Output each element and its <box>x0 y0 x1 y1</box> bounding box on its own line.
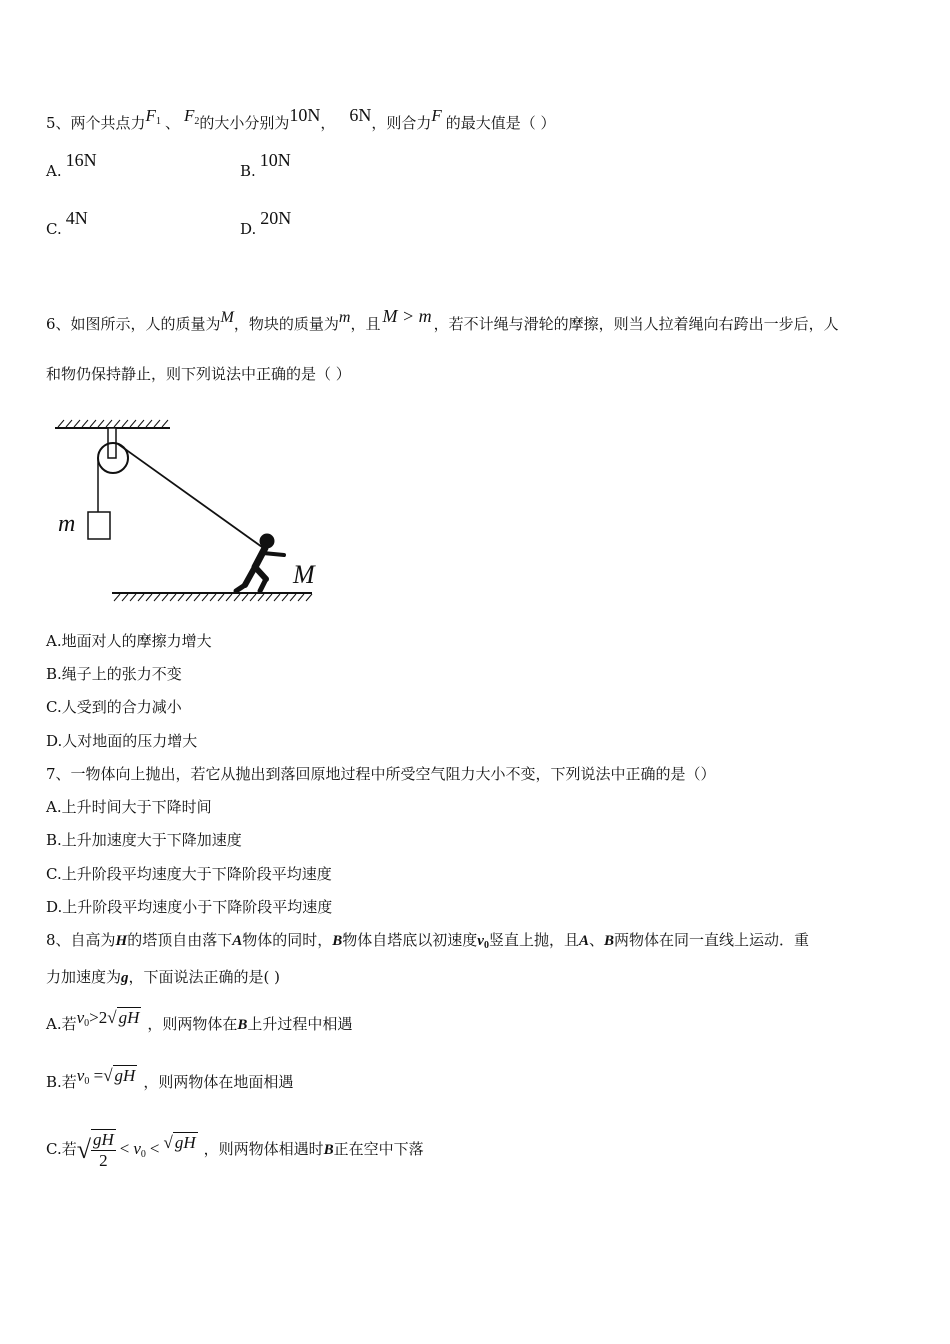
q8-option-a: A.若$v_0>2√$ gH ，则两物体在B上升过程中相遇 <box>46 1008 353 1033</box>
q5-comma: ， <box>320 114 336 132</box>
q5-prefix: 5、两个共点力 <box>46 114 146 132</box>
q6-option-b: B.绳子上的张力不变 <box>46 665 182 683</box>
q5-f2: $F_2$ <box>183 106 200 127</box>
q7-stem: 7、一物体向上抛出，若它从抛出到落回原地过程中所受空气阻力大小不变，下列说法中正确的是（） <box>46 765 716 783</box>
q5-stem <box>46 105 556 139</box>
q6-stem-line1: 6、如图所示，人的质量为M，物块的质量为m，且 M > m ，若不计绳与滑轮的摩擦，则当人拉着绳向右跨出一步后，人 <box>46 306 839 333</box>
q6-option-a: A.地面对人的摩擦力增大 <box>46 632 212 650</box>
q5-option-d: D.20N <box>240 208 292 238</box>
q5-suffix: 的最大值是（ ） <box>445 114 556 132</box>
q6-stem-line2: 和物仍保持静止，则下列说法中正确的是（ ） <box>46 365 351 383</box>
q5-option-c: C.4N <box>46 208 88 238</box>
q6-option-c: C.人受到的合力减小 <box>46 698 182 716</box>
q5-f1: $F_1$ <box>145 106 161 127</box>
q6-M: M <box>220 309 234 326</box>
q7-option-c: C.上升阶段平均速度大于下降阶段平均速度 <box>46 865 332 883</box>
pulley-diagram <box>50 415 340 610</box>
pulley-figure <box>50 415 340 614</box>
label-M: M <box>293 560 315 589</box>
q7-option-d: D.上升阶段平均速度小于下降阶段平均速度 <box>46 898 333 916</box>
q5-mid2: ，则合力 <box>371 114 432 132</box>
q6-m: m <box>338 309 351 326</box>
q5-option-a: A.16N <box>46 150 97 180</box>
block <box>88 512 110 539</box>
ceiling-hatch <box>58 420 168 427</box>
ground-hatch <box>114 594 312 601</box>
q8-stem-line1: 8、自高为H的塔顶自由落下A物体的同时，B物体自塔底以初速度$v_0$竖直上抛，且A、B两物体在同一直线上运动．重 <box>46 931 810 951</box>
q7-option-a: A.上升时间大于下降时间 <box>46 798 212 816</box>
q5-f: F <box>431 106 442 125</box>
man-figure <box>236 534 284 591</box>
q5-sep: 、 <box>164 114 180 132</box>
q8-stem-line2: 力加速度为g，下面说法正确的是( ) <box>46 968 280 986</box>
q8-option-b: B.若$v_0$ =√ gH ，则两物体在地面相遇 <box>46 1066 294 1091</box>
q8-option-c: C.若√ $\frac{gH}{2}$ < $v_0$ < √ gH ，则两物体相遇时B正在空中下落 <box>46 1130 424 1171</box>
q6-option-d: D.人对地面的压力增大 <box>46 732 198 750</box>
q5-mid: 的大小分别为 <box>199 114 290 132</box>
label-m: m <box>58 511 76 537</box>
q5-value-2: 6N <box>349 105 372 125</box>
q5-option-b: B.10N <box>240 150 291 180</box>
q6-inequality: M > m <box>382 306 432 326</box>
q5-value-1: 10N <box>289 105 321 125</box>
q7-option-b: B.上升加速度大于下降加速度 <box>46 831 242 849</box>
